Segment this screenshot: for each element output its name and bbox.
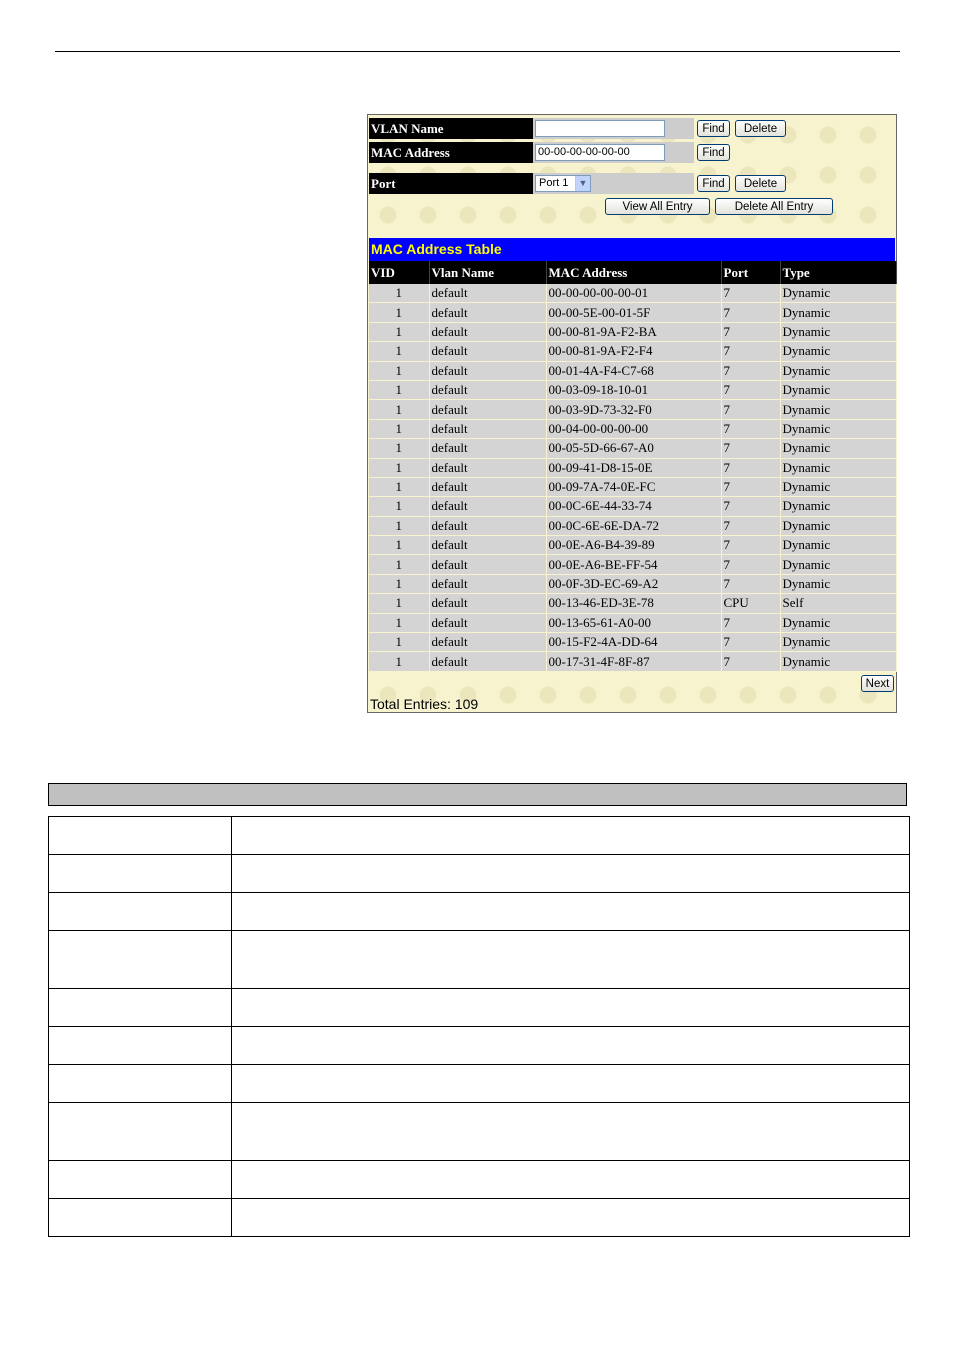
vid-cell: 1 <box>369 400 429 419</box>
type-cell: Dynamic <box>780 361 896 380</box>
table-row <box>369 303 896 322</box>
vlan-name-cell: default <box>429 419 546 438</box>
table-row <box>369 400 896 419</box>
mac-address-cell: 00-15-F2-4A-DD-64 <box>546 633 721 652</box>
port-cell: 7 <box>721 439 780 458</box>
column-header-type: Type <box>780 261 896 284</box>
mac-address-cell: 00-13-65-61-A0-00 <box>546 613 721 632</box>
table-row <box>49 1065 910 1103</box>
vlan-name-cell: default <box>429 439 546 458</box>
port-cell: 7 <box>721 477 780 496</box>
table-row <box>369 652 896 671</box>
type-cell: Dynamic <box>780 400 896 419</box>
mac-address-cell <box>533 142 694 163</box>
table-row <box>49 817 910 855</box>
mac-address-cell: 00-09-41-D8-15-0E <box>546 458 721 477</box>
vlan-name-cell: default <box>429 303 546 322</box>
vid-cell: 1 <box>369 419 429 438</box>
port-cell: 7 <box>721 652 780 671</box>
table-row <box>369 439 896 458</box>
next-page-button[interactable]: Next <box>861 675 894 692</box>
port-cell: 7 <box>721 380 780 399</box>
port-select[interactable] <box>535 175 591 192</box>
vid-cell: 1 <box>369 594 429 613</box>
table-row <box>369 342 896 361</box>
vid-cell: 1 <box>369 613 429 632</box>
vlan-name-cell: default <box>429 477 546 496</box>
table-row <box>369 555 896 574</box>
mac-address-cell: 00-04-00-00-00-00 <box>546 419 721 438</box>
table-row <box>369 536 896 555</box>
vlan-name-cell: default <box>429 536 546 555</box>
column-header-mac-address: MAC Address <box>546 261 721 284</box>
vlan-name-cell: default <box>429 594 546 613</box>
vid-cell: 1 <box>369 439 429 458</box>
vlan-name-cell: default <box>429 652 546 671</box>
table-row <box>49 1199 910 1237</box>
chevron-down-icon[interactable]: ▼ <box>575 176 590 191</box>
type-cell: Self <box>780 594 896 613</box>
type-cell: Dynamic <box>780 613 896 632</box>
table-row <box>49 989 910 1027</box>
table-row <box>49 1161 910 1199</box>
delete-port-button[interactable]: Delete <box>735 175 786 192</box>
find-port-button[interactable]: Find <box>697 175 730 192</box>
table-row <box>369 322 896 341</box>
table-row <box>369 458 896 477</box>
vid-cell: 1 <box>369 322 429 341</box>
type-cell: Dynamic <box>780 516 896 535</box>
type-cell: Dynamic <box>780 322 896 341</box>
delete-vlan-button[interactable]: Delete <box>735 120 786 137</box>
vid-cell: 1 <box>369 477 429 496</box>
mac-address-cell: 00-03-9D-73-32-F0 <box>546 400 721 419</box>
port-cell: 7 <box>721 400 780 419</box>
port-cell: 7 <box>721 419 780 438</box>
port-cell: 7 <box>721 574 780 593</box>
total-entries: Total Entries: 109 <box>370 696 479 712</box>
mac-address-cell: 00-09-7A-74-0E-FC <box>546 477 721 496</box>
vid-cell: 1 <box>369 574 429 593</box>
type-cell: Dynamic <box>780 342 896 361</box>
mac-address-cell: 00-13-46-ED-3E-78 <box>546 594 721 613</box>
vid-cell: 1 <box>369 652 429 671</box>
port-cell: 7 <box>721 516 780 535</box>
mac-address-row <box>369 142 895 163</box>
mac-address-table-panel <box>367 114 897 713</box>
table-row <box>369 516 896 535</box>
table-row <box>369 361 896 380</box>
port-cell: 7 <box>721 322 780 341</box>
port-cell <box>533 173 694 194</box>
mac-address-cell: 00-00-81-9A-F2-BA <box>546 322 721 341</box>
delete-all-entry-button[interactable]: Delete All Entry <box>715 198 833 215</box>
table-header-row <box>369 261 896 284</box>
port-cell: 7 <box>721 361 780 380</box>
vid-cell: 1 <box>369 516 429 535</box>
table-row <box>49 1027 910 1065</box>
port-cell: 7 <box>721 633 780 652</box>
table-row <box>369 594 896 613</box>
port-cell: 7 <box>721 497 780 516</box>
port-cell: 7 <box>721 536 780 555</box>
vlan-name-cell: default <box>429 400 546 419</box>
type-cell: Dynamic <box>780 439 896 458</box>
mac-address-cell: 00-0F-3D-EC-69-A2 <box>546 574 721 593</box>
table-row <box>369 613 896 632</box>
table-row <box>49 931 910 989</box>
type-cell: Dynamic <box>780 574 896 593</box>
type-cell: Dynamic <box>780 458 896 477</box>
mac-address-cell: 00-03-09-18-10-01 <box>546 380 721 399</box>
find-vlan-button[interactable]: Find <box>697 120 730 137</box>
type-cell: Dynamic <box>780 303 896 322</box>
table-row <box>369 574 896 593</box>
type-cell: Dynamic <box>780 555 896 574</box>
port-cell: 7 <box>721 284 780 303</box>
type-cell: Dynamic <box>780 633 896 652</box>
table-row <box>369 633 896 652</box>
mac-address-cell: 00-00-81-9A-F2-F4 <box>546 342 721 361</box>
mac-address-cell: 00-0E-A6-BE-FF-54 <box>546 555 721 574</box>
port-cell: 7 <box>721 458 780 477</box>
type-cell: Dynamic <box>780 380 896 399</box>
vlan-name-cell: default <box>429 380 546 399</box>
column-header-vid: VID <box>369 261 429 284</box>
type-cell: Dynamic <box>780 477 896 496</box>
vid-cell: 1 <box>369 284 429 303</box>
vid-cell: 1 <box>369 342 429 361</box>
vid-cell: 1 <box>369 555 429 574</box>
vid-cell: 1 <box>369 361 429 380</box>
type-cell: Dynamic <box>780 536 896 555</box>
mac-address-cell: 00-0C-6E-6E-DA-72 <box>546 516 721 535</box>
table-row <box>369 380 896 399</box>
mac-address-label: MAC Address <box>369 142 533 163</box>
table-row <box>49 1103 910 1161</box>
vid-cell: 1 <box>369 536 429 555</box>
vid-cell: 1 <box>369 633 429 652</box>
find-mac-button[interactable]: Find <box>697 144 730 161</box>
vlan-name-cell: default <box>429 497 546 516</box>
description-table-header <box>48 783 907 806</box>
table-row <box>369 284 896 303</box>
port-cell: 7 <box>721 342 780 361</box>
page-top-rule <box>55 51 900 52</box>
table-row <box>369 419 896 438</box>
vid-cell: 1 <box>369 458 429 477</box>
table-title: MAC Address Table <box>369 238 895 261</box>
vlan-name-cell: default <box>429 458 546 477</box>
column-header-port: Port <box>721 261 780 284</box>
vlan-name-cell: default <box>429 613 546 632</box>
vlan-name-cell: default <box>429 361 546 380</box>
type-cell: Dynamic <box>780 284 896 303</box>
description-table <box>48 816 910 1237</box>
vlan-name-cell: default <box>429 555 546 574</box>
mac-address-cell: 00-0C-6E-44-33-74 <box>546 497 721 516</box>
vlan-name-cell: default <box>429 322 546 341</box>
port-row <box>369 173 895 194</box>
view-all-entry-button[interactable]: View All Entry <box>605 198 710 215</box>
vlan-name-cell: default <box>429 284 546 303</box>
port-cell: 7 <box>721 613 780 632</box>
column-header-vlan-name: Vlan Name <box>429 261 546 284</box>
vlan-name-cell: default <box>429 516 546 535</box>
vlan-name-cell <box>533 118 694 139</box>
type-cell: Dynamic <box>780 497 896 516</box>
vlan-name-cell: default <box>429 574 546 593</box>
table-row <box>49 893 910 931</box>
mac-address-table <box>369 261 897 672</box>
vid-cell: 1 <box>369 303 429 322</box>
mac-address-cell: 00-17-31-4F-8F-87 <box>546 652 721 671</box>
table-row <box>49 855 910 893</box>
port-select-value: Port 1 <box>539 177 569 189</box>
port-cell: CPU <box>721 594 780 613</box>
vlan-name-input[interactable] <box>535 120 665 137</box>
vid-cell: 1 <box>369 497 429 516</box>
mac-address-cell: 00-00-5E-00-01-5F <box>546 303 721 322</box>
table-row <box>369 477 896 496</box>
port-cell: 7 <box>721 555 780 574</box>
vlan-name-cell: default <box>429 342 546 361</box>
mac-address-input[interactable]: 00-00-00-00-00-00 <box>535 144 665 161</box>
vlan-name-cell: default <box>429 633 546 652</box>
port-label: Port <box>369 173 533 194</box>
table-row <box>369 497 896 516</box>
mac-address-cell: 00-05-5D-66-67-A0 <box>546 439 721 458</box>
port-cell: 7 <box>721 303 780 322</box>
type-cell: Dynamic <box>780 419 896 438</box>
mac-address-cell: 00-00-00-00-00-01 <box>546 284 721 303</box>
vid-cell: 1 <box>369 380 429 399</box>
mac-address-cell: 00-01-4A-F4-C7-68 <box>546 361 721 380</box>
type-cell: Dynamic <box>780 652 896 671</box>
vlan-name-row <box>369 118 895 139</box>
vlan-name-label: VLAN Name <box>369 118 533 139</box>
mac-address-cell: 00-0E-A6-B4-39-89 <box>546 536 721 555</box>
